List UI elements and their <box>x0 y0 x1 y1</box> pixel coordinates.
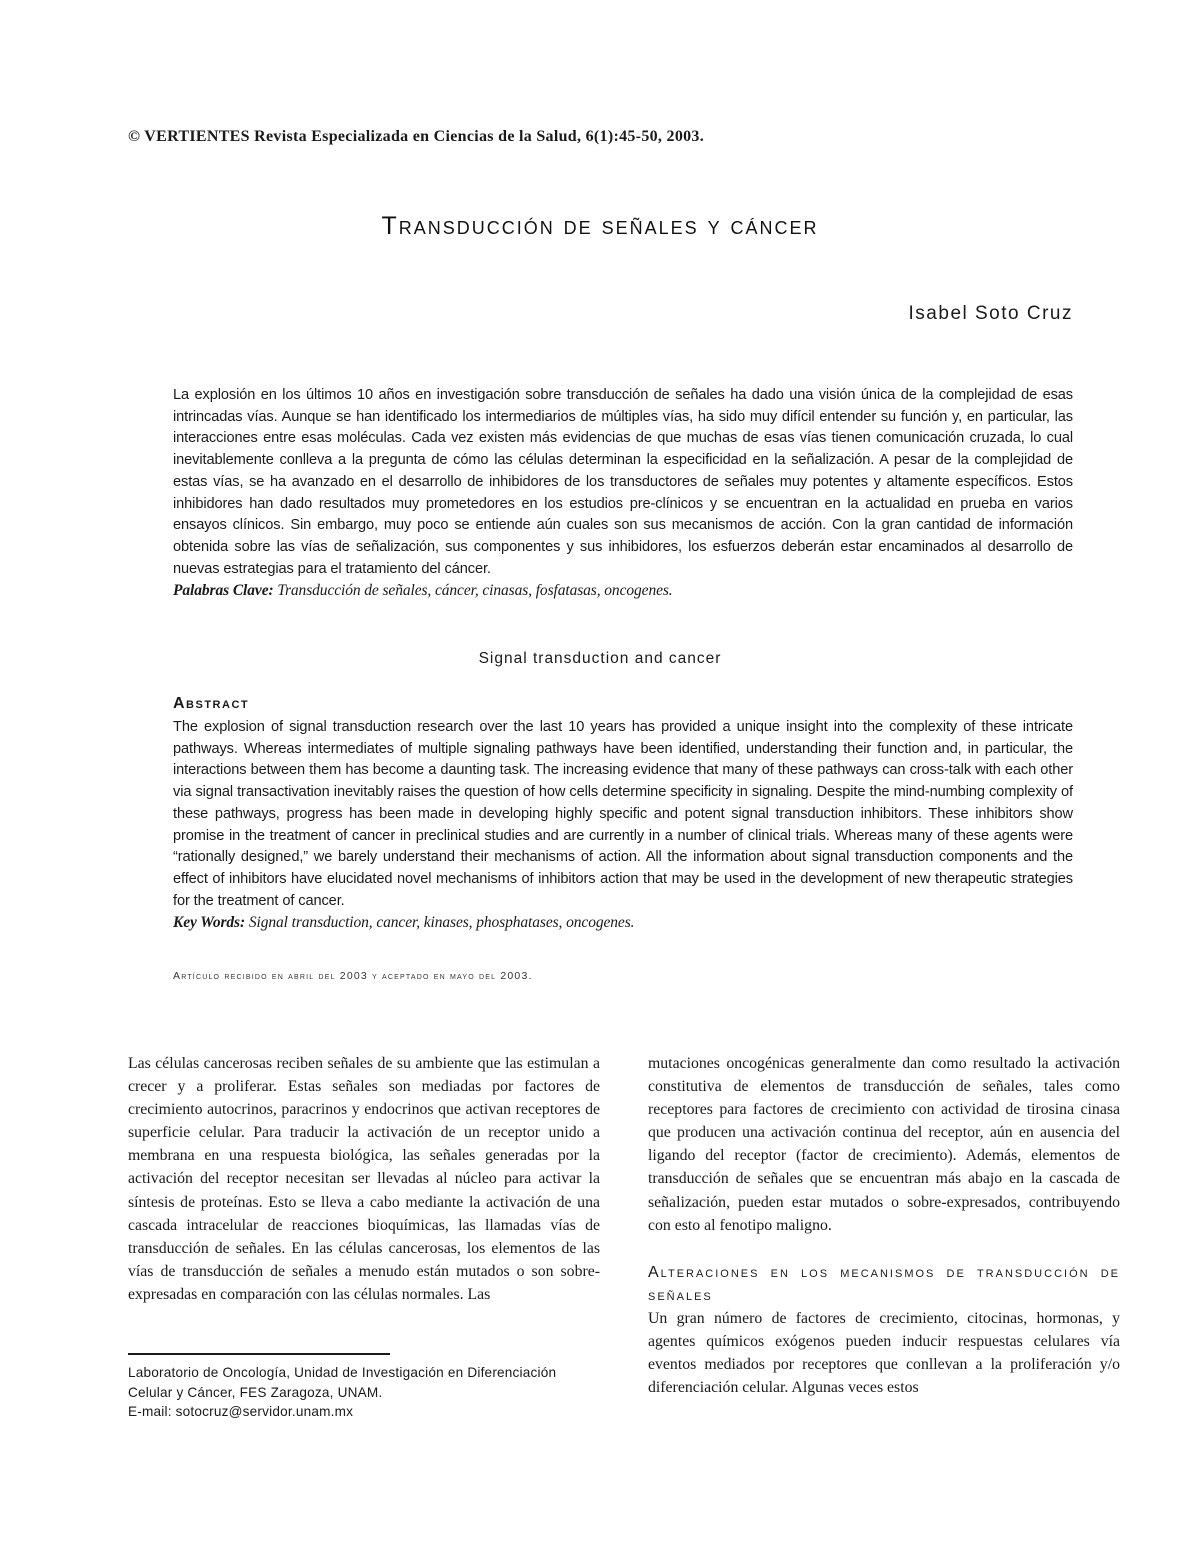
article-title: Transducción de señales y cáncer <box>381 212 819 240</box>
abstract-english <box>173 717 1073 934</box>
keywords-english <box>173 912 1073 934</box>
abstract-spanish <box>173 385 1073 602</box>
keywords-english-label: Key Words: <box>173 914 246 932</box>
body-column-right <box>648 1052 1120 1399</box>
keywords-spanish-list: Transducción de señales, cáncer, cinasas, fosfatasas, oncogenes. <box>277 582 673 600</box>
author-name: Isabel Soto Cruz <box>908 303 1073 324</box>
footnote-affiliation: Laboratorio de Oncología, Unidad de Investigación en Diferenciación Celular y Cáncer, FES Zaragoza, UNAM. <box>128 1365 557 1400</box>
footnote-divider <box>128 1353 390 1355</box>
body-paragraph-left: Las células cancerosas reciben señales de su ambiente que las estimulan a crecer y a proliferar. Estas señales son mediadas por factores de crecimiento autocrinos, paracrinos y endocrinos que activan receptores de superficie celular. Para traducir la activación de un receptor unido a membrana en una respuesta biológica, las señales generadas por la activación del receptor necesitan ser llevadas al núcleo para activar la síntesis de proteínas. Esto se lleva a cabo mediante la activación de una cascada intracelular de reacciones bioquímicas, las llamadas vías de transducción de señales. En las células cancerosas, los elementos de las vías de transducción de señales a menudo están mutados o son sobre-expresadas en comparación con las células normales. Las <box>128 1055 600 1303</box>
english-title: Signal transduction and cancer <box>478 650 722 667</box>
footnote <box>128 1363 600 1422</box>
keywords-spanish-label: Palabras Clave: <box>173 582 274 600</box>
body-column-left <box>128 1052 600 1306</box>
section-paragraph: Un gran número de factores de crecimiento, citocinas, hormonas, y agentes químicos exógenos pueden inducir respuestas celulares vía eventos mediados por receptores que conllevan a la proliferación y/o diferenciación celular. Algunas veces estos <box>648 1309 1120 1397</box>
abstract-english-text: The explosion of signal transduction research over the last 10 years has provided a unique insight into the complexity of these intricate pathways. Whereas intermediates of multiple signaling pathways have been identified, understanding their function and, in particular, the interactions between them has become a daunting task. The increasing evidence that many of these pathways can cross-talk with each other via signal transactivation inevitably raises the question of how cells determine specificity in signaling. Despite the mind-numbing complexity of these pathways, progress has been made in developing highly specific and potent signal transduction inhibitors. These inhibitors show promise in the treatment of cancer in preclinical studies and are currently in a number of clinical trials. Whereas many of these agents were “rationally designed,” we barely understand their mechanisms of action. All the information about signal transduction components and the effect of inhibitors have elucidated novel mechanisms of inhibitors action that may be used in the development of new therapeutic strategies for the treatment of cancer. <box>173 719 1073 909</box>
journal-citation: © VERTIENTES Revista Especializada en Ciencias de la Salud, 6(1):45-50, 2003. <box>128 128 705 145</box>
body-paragraph-right: mutaciones oncogénicas generalmente dan como resultado la activación constitutiva de elementos de transducción de señales, tales como receptores para factores de crecimiento con actividad de tirosina cinasa que producen una activación continua del receptor, aún en ausencia del ligando del receptor (factor de crecimiento). Además, elementos de transducción de señales que se encuentran más abajo en la cascada de señalización, pueden estar mutados o sobre-expresados, contribuyendo con esto al fenotipo maligno. <box>648 1055 1120 1234</box>
abstract-heading: Abstract <box>173 695 250 712</box>
keywords-english-list: Signal transduction, cancer, kinases, phosphatases, oncogenes. <box>248 914 635 932</box>
received-note: Artículo recibido en abril del 2003 y aceptado en mayo del 2003. <box>173 970 533 982</box>
abstract-spanish-text: La explosión en los últimos 10 años en investigación sobre transducción de señales ha dado una visión única de la complejidad de esas intrincadas vías. Aunque se han identificado los intermediarios de múltiples vías, ha sido muy difícil entender su función y, en particular, las interacciones entre esas moléculas. Cada vez existen más evidencias de que muchas de esas vías tienen comunicación cruzada, lo cual inevitablemente conlleva a la pregunta de cómo las células determinan la especificidad en la señalización. A pesar de la complejidad de estas vías, se ha avanzado en el desarrollo de inhibidores de los transductores de señales muy potentes y altamente específicos. Estos inhibidores han dado resultados muy prometedores en los estudios pre-clínicos y se encuentran en la actualidad en prueba en varios ensayos clínicos. Sin embargo, muy poco se entiende aún cuales son sus mecanismos de acción. Con la gran cantidad de información obtenida sobre las vías de señalización, sus componentes y sus inhibidores, los esfuerzos deberán estar encaminados al desarrollo de nuevas estrategias para el tratamiento del cáncer. <box>173 387 1073 577</box>
section-heading: Alteraciones en los mecanismos de transducción de señales <box>648 1263 1120 1304</box>
keywords-spanish <box>173 580 1073 602</box>
footnote-email: E-mail: sotocruz@servidor.unam.mx <box>128 1404 354 1419</box>
